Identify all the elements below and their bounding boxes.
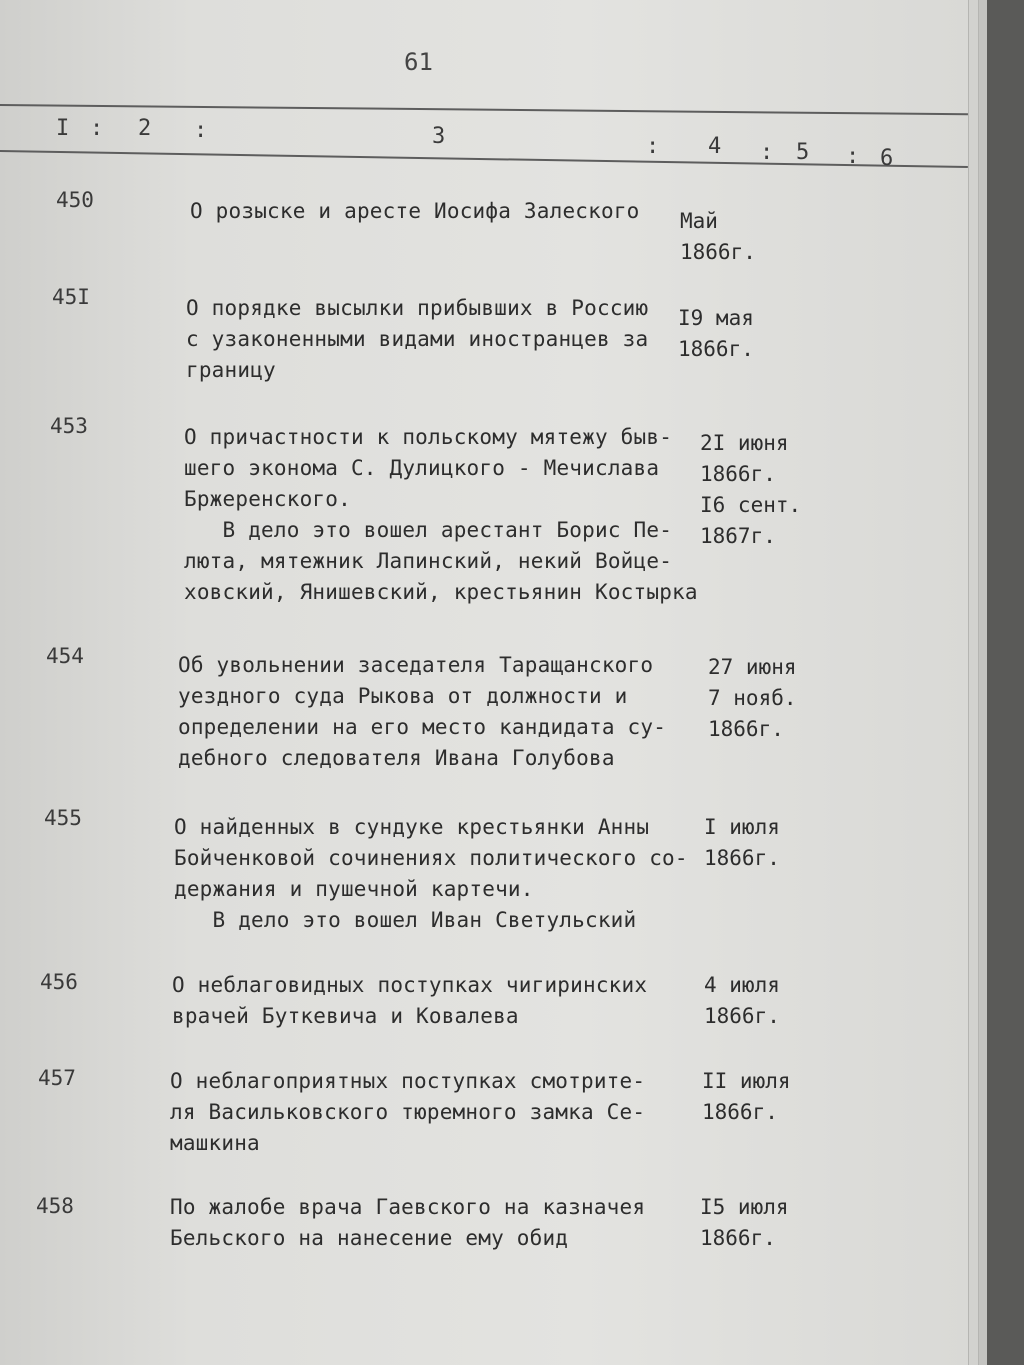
entry-title: О порядке высылки прибывших в Россию с узаконенными видами иностранцев за границу — [186, 296, 649, 382]
entry-title: О причастности к польскому мятежу быв- шего эконома С. Дулицкого - Мечислава Бржеренского. В дело это вошел арестант Борис Пе- люта, мятежник Лапинский, некий Войце- ховский, Янишевский, крестьянин Костырка — [184, 425, 698, 604]
entry-number: 454 — [46, 644, 84, 668]
header-rule-bottom — [0, 150, 968, 168]
column-header-1: I — [56, 116, 70, 141]
column-header-6: 6 — [880, 146, 894, 171]
entry-title: Об увольнении заседателя Таращанского уездного суда Рыкова от должности и определении на его место кандидата су- дебного следователя Ивана Голубова — [178, 653, 667, 770]
entry-date: I9 мая 1866г. — [678, 306, 754, 361]
entry-date: II июля 1866г. — [702, 1069, 791, 1124]
entry-date: 2I июня 1866г. I6 сент. 1867г. — [700, 431, 802, 548]
entry-date: 27 июня 7 нояб. 1866г. — [708, 655, 797, 741]
entry-date: I июля 1866г. — [704, 815, 780, 870]
column-header-4: 4 — [708, 134, 722, 159]
entry-title: О неблагоприятных поступках смотрите- ля Васильковского тюремного замка Се- машкина — [170, 1069, 646, 1155]
column-separator: : — [760, 140, 774, 165]
entry-title: О розыске и аресте Иосифа Залеского — [190, 199, 640, 223]
column-header-2: 2 — [138, 116, 152, 141]
entry-title: О неблаговидных поступках чигиринских врачей Буткевича и Ковалева — [172, 973, 648, 1028]
entry-number: 450 — [56, 188, 94, 212]
entry-number: 453 — [50, 414, 88, 438]
entry-date: Май 1866г. — [680, 209, 756, 264]
column-separator: : — [90, 116, 104, 141]
entry-date: 4 июля 1866г. — [704, 973, 780, 1028]
entry-number: 45I — [52, 285, 90, 309]
column-separator: : — [194, 118, 208, 143]
page-number: 61 — [404, 48, 433, 76]
entry-title: По жалобе врача Гаевского на казначея Бельского на нанесение ему обид — [170, 1195, 646, 1250]
entry-number: 457 — [38, 1066, 76, 1090]
column-separator: : — [846, 144, 860, 169]
column-header-3: 3 — [432, 124, 446, 149]
entry-number: 455 — [44, 806, 82, 830]
entry-number: 458 — [36, 1194, 74, 1218]
column-separator: : — [646, 134, 660, 159]
entry-number: 456 — [40, 970, 78, 994]
entry-title: О найденных в сундуке крестьянки Анны Бойченковой сочинениях политического со- держания и пушечной картечи. В дело это вошел Иван Светульский — [174, 815, 688, 932]
page-stack-edge — [978, 0, 987, 1365]
column-header-5: 5 — [796, 140, 810, 165]
entry-date: I5 июля 1866г. — [700, 1195, 789, 1250]
header-rule-top — [0, 104, 968, 115]
